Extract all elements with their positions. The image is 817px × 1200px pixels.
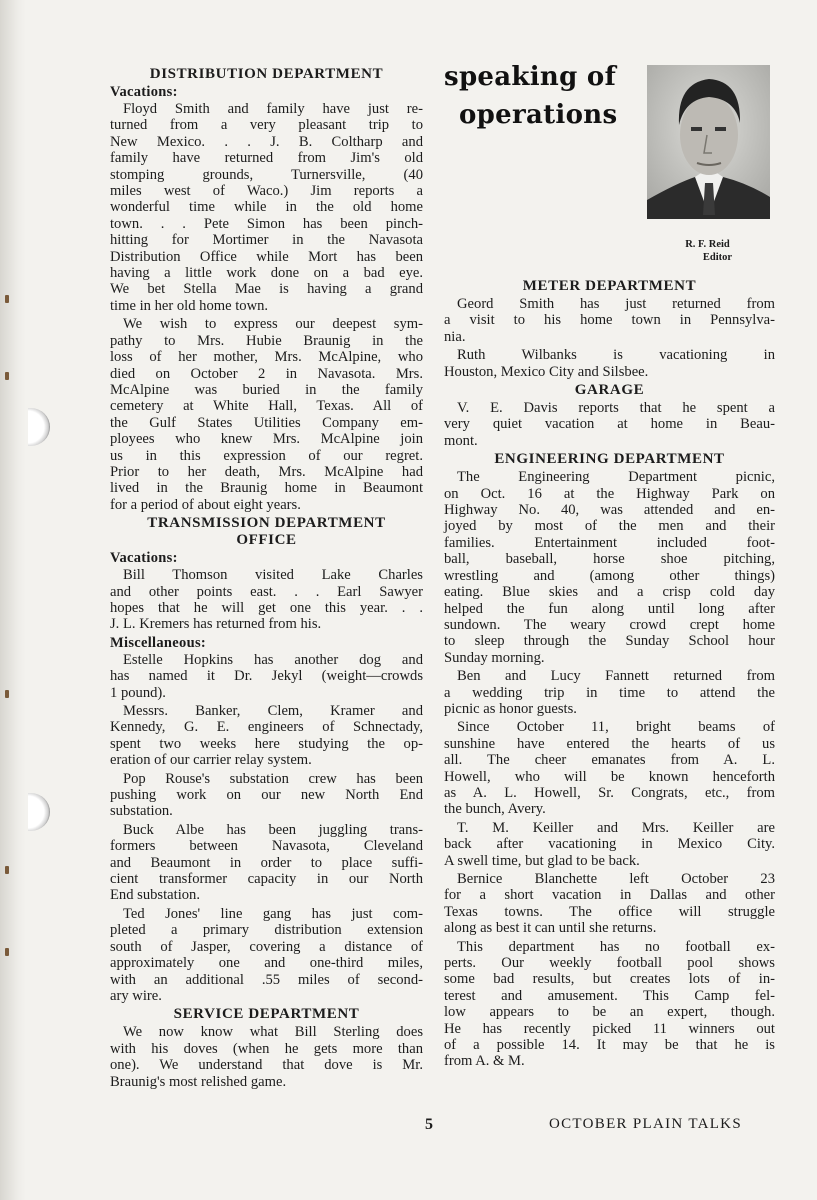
text-line: from A. & M. <box>444 1053 525 1070</box>
text-line: with an additional .55 miles of second- <box>110 971 423 988</box>
text-line: V. E. Davis reports that he spent a <box>457 400 775 417</box>
text-line: Texas towns. The office will struggle <box>444 903 775 920</box>
text-line: hitting for Mortimer in the Navasota <box>110 232 423 249</box>
text-line: Miscellaneous: <box>110 634 207 651</box>
text-line: with his doves (when he gets more than <box>110 1040 423 1057</box>
text-line: mont. <box>444 432 478 449</box>
text-line: Floyd Smith and family have just re- <box>123 101 423 117</box>
text-line: We wish to express our deepest sym- <box>123 316 423 333</box>
text-line: all. The cheer emanates from A. L. <box>444 752 775 769</box>
text-line: T. M. Keiller and Mrs. Keiller are <box>457 819 775 836</box>
paragraph <box>444 296 775 345</box>
text-line: spent two weeks here studying the op- <box>110 735 423 752</box>
paragraph <box>110 101 423 314</box>
text-line: Bill Thomson visited Lake Charles <box>123 567 423 584</box>
text-line: nia. <box>444 328 466 345</box>
subheading <box>110 84 423 101</box>
text-line: cemetery at White Hall, Texas. All of <box>110 398 423 415</box>
text-line: Highway No. 40, was attended and en- <box>444 502 775 519</box>
text-line: End substation. <box>110 887 200 904</box>
text-line: OFFICE <box>236 532 297 549</box>
text-line: to sleep through the Sunday School hour <box>444 633 775 650</box>
text-line: died on October 2 in Navasota. Mrs. <box>110 365 423 382</box>
editor-name: R. F. Reid <box>685 239 730 250</box>
text-line: SERVICE DEPARTMENT <box>173 1006 360 1023</box>
paragraph <box>444 871 775 937</box>
section-heading <box>444 451 775 468</box>
text-line: TRANSMISSION DEPARTMENT <box>147 515 386 532</box>
text-line: McAlpine was buried in the family <box>110 381 423 398</box>
text-line: We now know what Bill Sterling does <box>123 1024 423 1041</box>
text-line: some bad results, but creates lots of in- <box>444 971 775 988</box>
text-line: along as best it can until she returns. <box>444 920 657 937</box>
text-line: town. . . Pete Simon has been pinch- <box>110 215 423 232</box>
text-line: J. L. Kremers has returned from his. <box>110 616 322 633</box>
text-line: Messrs. Banker, Clem, Kramer and <box>123 703 423 719</box>
left-column <box>110 64 423 1092</box>
text-line: and Beaumont in order to place suffi- <box>110 854 423 871</box>
text-line: This department has no football ex- <box>457 938 775 955</box>
text-line: terest and amusement. This Camp fel- <box>444 987 775 1004</box>
editor-portrait <box>647 65 770 219</box>
text-line: cient transformer capacity in our North <box>110 871 423 888</box>
text-line: picnic as honor guests. <box>444 700 577 717</box>
text-line: Vacations: <box>110 84 178 100</box>
publication-title: OCTOBER PLAIN TALKS <box>549 1116 742 1132</box>
paragraph <box>110 822 423 904</box>
binder-hole <box>28 793 50 831</box>
paragraph <box>444 939 775 1070</box>
paragraph <box>444 469 775 666</box>
subheading <box>110 635 423 652</box>
text-line: having a little work done on a bad eye. <box>110 265 423 282</box>
paragraph <box>110 771 423 820</box>
paragraph <box>444 668 775 717</box>
text-line: sundown. The weary crowd crept home <box>444 616 775 633</box>
text-line: Kennedy, G. E. engineers of Schnectady, <box>110 719 423 736</box>
text-line: low appears to be an expert, though. <box>444 1004 775 1021</box>
text-line: miles west of Waco.) Jim reports a <box>110 183 423 200</box>
title-line-2: operations <box>459 100 618 130</box>
text-line: turned from a very pleasant trip to <box>110 117 423 134</box>
text-line: approximately one and one-third miles, <box>110 955 423 972</box>
text-line: Bernice Blanchette left October 23 <box>457 871 775 887</box>
edge-mark <box>5 948 9 956</box>
text-line: as A. L. Howell, Sr. Congrats, etc., from <box>444 784 775 801</box>
text-line: south of Jasper, covering a distance of <box>110 938 423 955</box>
edge-mark <box>5 295 9 303</box>
text-line: one). We understand that dove is Mr. <box>110 1057 423 1074</box>
text-line: time in her old home town. <box>110 297 269 314</box>
edge-mark <box>5 690 9 698</box>
text-line: the Gulf States Utilities Company em- <box>110 414 423 431</box>
edge-mark <box>5 866 9 874</box>
paragraph <box>110 1024 423 1090</box>
text-line: Vacations: <box>110 550 178 567</box>
paragraph <box>110 652 423 701</box>
text-line: a visit to his home town in Pennsylva- <box>444 312 775 329</box>
text-line: DISTRIBUTION DEPARTMENT <box>149 66 384 82</box>
text-line: ENGINEERING DEPARTMENT <box>494 451 725 468</box>
text-line: Sunday morning. <box>444 649 545 666</box>
editor-role: Editor <box>702 252 733 263</box>
text-line: the bunch, Avery. <box>444 801 546 818</box>
text-line: 1 pound). <box>110 684 166 701</box>
text-line: A swell time, but glad to be back. <box>444 852 640 869</box>
paragraph <box>110 567 423 633</box>
section-heading <box>444 382 775 399</box>
text-line: on Oct. 16 at the Highway Park on <box>444 485 775 502</box>
section-heading <box>110 66 423 83</box>
text-line: pathy to Mrs. Hubie Braunig in the <box>110 332 423 349</box>
text-line: formers between Navasota, Cleveland <box>110 838 423 855</box>
text-line: family have returned from Jim's old <box>110 150 423 167</box>
text-line: We bet Stella Mae is having a grand <box>110 281 423 298</box>
paragraph <box>110 703 423 769</box>
text-line: wrestling and (among other things) <box>444 567 775 584</box>
text-line: perts. Our weekly football pool shows <box>444 955 775 972</box>
text-line: and other points east. . . Earl Sawyer <box>110 583 423 600</box>
text-line: for a period of about eight years. <box>110 496 301 513</box>
section-heading <box>110 1006 423 1023</box>
section-heading <box>444 278 775 295</box>
text-line: of a possible 14. It may be that he is <box>444 1037 775 1054</box>
page-binding-edge <box>0 0 26 1200</box>
text-line: substation. <box>110 803 173 820</box>
text-line: hopes that he will get one this year. . . <box>110 599 423 616</box>
text-line: GARAGE <box>574 382 645 399</box>
text-line: eating. Blue skies and a crisp cold day <box>444 584 775 601</box>
text-line: Ben and Lucy Fannett returned from <box>457 668 775 685</box>
text-line: ployees who knew Mrs. McAlpine join <box>110 431 423 448</box>
text-line: sunshine have entered the hearts of us <box>444 735 775 752</box>
text-line: ball, baseball, horse shoe pitching, <box>444 551 775 568</box>
text-line: loss of her mother, Mrs. McAlpine, who <box>110 349 423 366</box>
photo-caption <box>660 238 755 264</box>
text-line: pleted a primary distribution extension <box>110 922 423 939</box>
text-line: back after vacationing in Mexico City. <box>444 836 775 853</box>
text-line: Ted Jones' line gang has just com- <box>123 905 423 922</box>
text-line: Braunig's most relished game. <box>110 1073 287 1090</box>
column-title <box>444 58 617 134</box>
text-line: Howell, who will be known henceforth <box>444 768 775 785</box>
title-line-1: speaking of <box>444 62 617 92</box>
paragraph <box>110 906 423 1004</box>
text-line: for a short vacation in Dallas and other <box>444 887 775 904</box>
text-line: pushing work on our new North End <box>110 787 423 804</box>
text-line: very quiet vacation at home in Beau- <box>444 416 775 433</box>
text-line: us in this expression of our regret. <box>110 447 423 464</box>
paragraph <box>444 820 775 869</box>
text-line: Houston, Mexico City and Silsbee. <box>444 363 649 380</box>
edge-mark <box>5 372 9 380</box>
paragraph <box>444 347 775 380</box>
text-line: Distribution Office while Mort has been <box>110 248 423 265</box>
subheading <box>110 550 423 567</box>
text-line: The Engineering Department picnic, <box>457 469 775 486</box>
text-line: lived in the Braunig home in Beaumont <box>110 480 423 497</box>
text-line: a wedding trip in time to attend the <box>444 684 775 701</box>
binder-hole <box>28 408 50 446</box>
section-heading <box>110 515 423 549</box>
text-line: joyed by most of the men and their <box>444 518 775 535</box>
paragraph <box>110 316 423 513</box>
right-column <box>444 276 775 1072</box>
text-line: ary wire. <box>110 987 162 1004</box>
text-line: Prior to her death, Mrs. McAlpine had <box>110 463 423 480</box>
text-line: METER DEPARTMENT <box>522 278 697 294</box>
text-line: wonderful time while in the old home <box>110 199 423 216</box>
paragraph <box>444 719 775 817</box>
paragraph <box>444 400 775 449</box>
text-line: New Mexico. . . J. B. Coltharp and <box>110 133 423 150</box>
text-line: Estelle Hopkins has another dog and <box>123 651 423 668</box>
text-line: stomping grounds, Turnersville, (40 <box>110 166 423 183</box>
page-number: 5 <box>425 1116 433 1133</box>
text-line: He has recently picked 11 winners out <box>444 1020 775 1037</box>
text-line: eration of our carrier relay system. <box>110 752 312 769</box>
text-line: Geord Smith has just returned from <box>457 296 775 312</box>
text-line: helped the fun along until long after <box>444 600 775 617</box>
text-line: has named it Dr. Jekyl (weight—crowds <box>110 668 423 685</box>
text-line: Buck Albe has been juggling trans- <box>123 821 423 838</box>
text-line: Since October 11, bright beams of <box>457 719 775 736</box>
text-line: families. Entertainment included foot- <box>444 534 775 551</box>
text-line: Ruth Wilbanks is vacationing in <box>457 347 775 364</box>
text-line: Pop Rouse's substation crew has been <box>123 770 423 787</box>
